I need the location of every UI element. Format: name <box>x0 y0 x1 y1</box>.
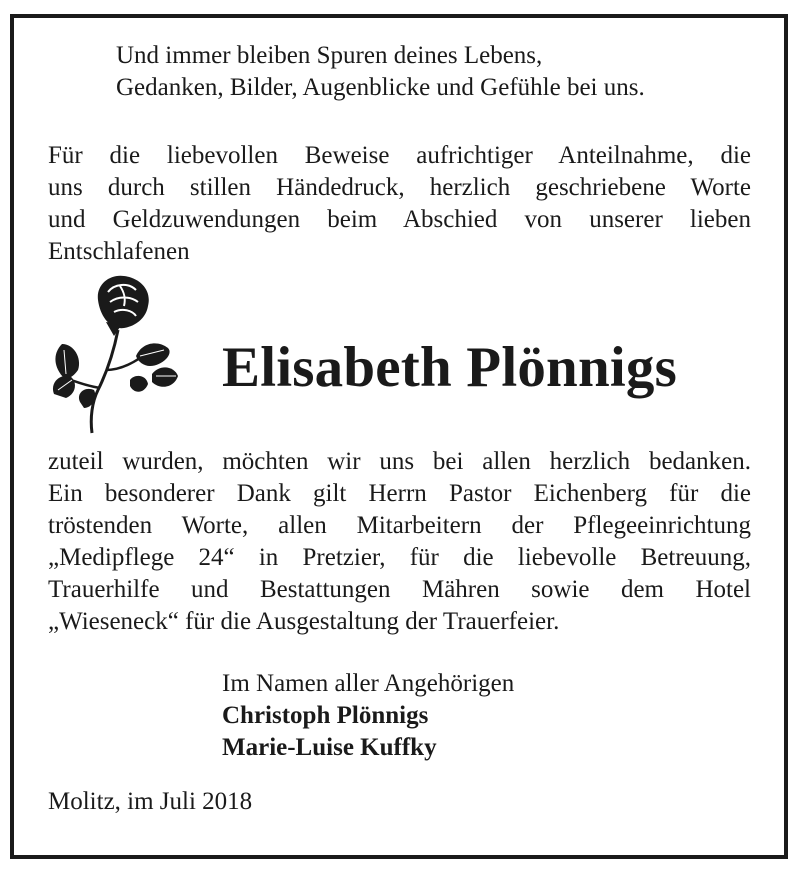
thanks-line-5: Trauerhilfe und Bestattungen Mähren sowie dem Hotel <box>48 576 751 603</box>
signature-block <box>222 668 514 764</box>
thanks-paragraph <box>48 446 751 638</box>
memorial-verse <box>116 40 776 104</box>
thanks-line-2: Ein besonderer Dank gilt Herrn Pastor Eichenberg für die <box>48 480 751 507</box>
signatory-2: Marie-Luise Kuffky <box>222 734 437 761</box>
intro-line-4: Entschlafenen <box>48 238 190 265</box>
signature-prefix: Im Namen aller Angehörigen <box>222 670 515 697</box>
signatory-1: Christoph Plönnigs <box>222 702 429 729</box>
thanks-line-1: zuteil wurden, möchten wir uns bei allen herzlich bedanken. <box>48 448 751 475</box>
thanks-line-4: „Medipflege 24“ in Pretzier, für die liebevolle Betreuung, <box>48 544 751 571</box>
intro-line-2: uns durch stillen Händedruck, herzlich geschriebene Worte <box>48 174 751 201</box>
deceased-name: Elisabeth Plönnigs <box>222 336 677 399</box>
intro-paragraph <box>48 140 751 268</box>
thanks-line-6: „Wieseneck“ für die Ausgestaltung der Trauerfeier. <box>48 608 560 635</box>
verse-line-2: Gedanken, Bilder, Augenblicke und Gefühle bei uns. <box>116 74 645 101</box>
place-date: Molitz, im Juli 2018 <box>48 788 253 815</box>
intro-line-1: Für die liebevollen Beweise aufrichtiger Anteilnahme, die <box>48 142 751 169</box>
rose-icon <box>48 270 180 435</box>
verse-line-1: Und immer bleiben Spuren deines Lebens, <box>116 42 543 69</box>
thanks-line-3: tröstenden Worte, allen Mitarbeitern der Pflegeeinrichtung <box>48 512 751 539</box>
intro-line-3: und Geldzuwendungen beim Abschied von unserer lieben <box>48 206 751 233</box>
